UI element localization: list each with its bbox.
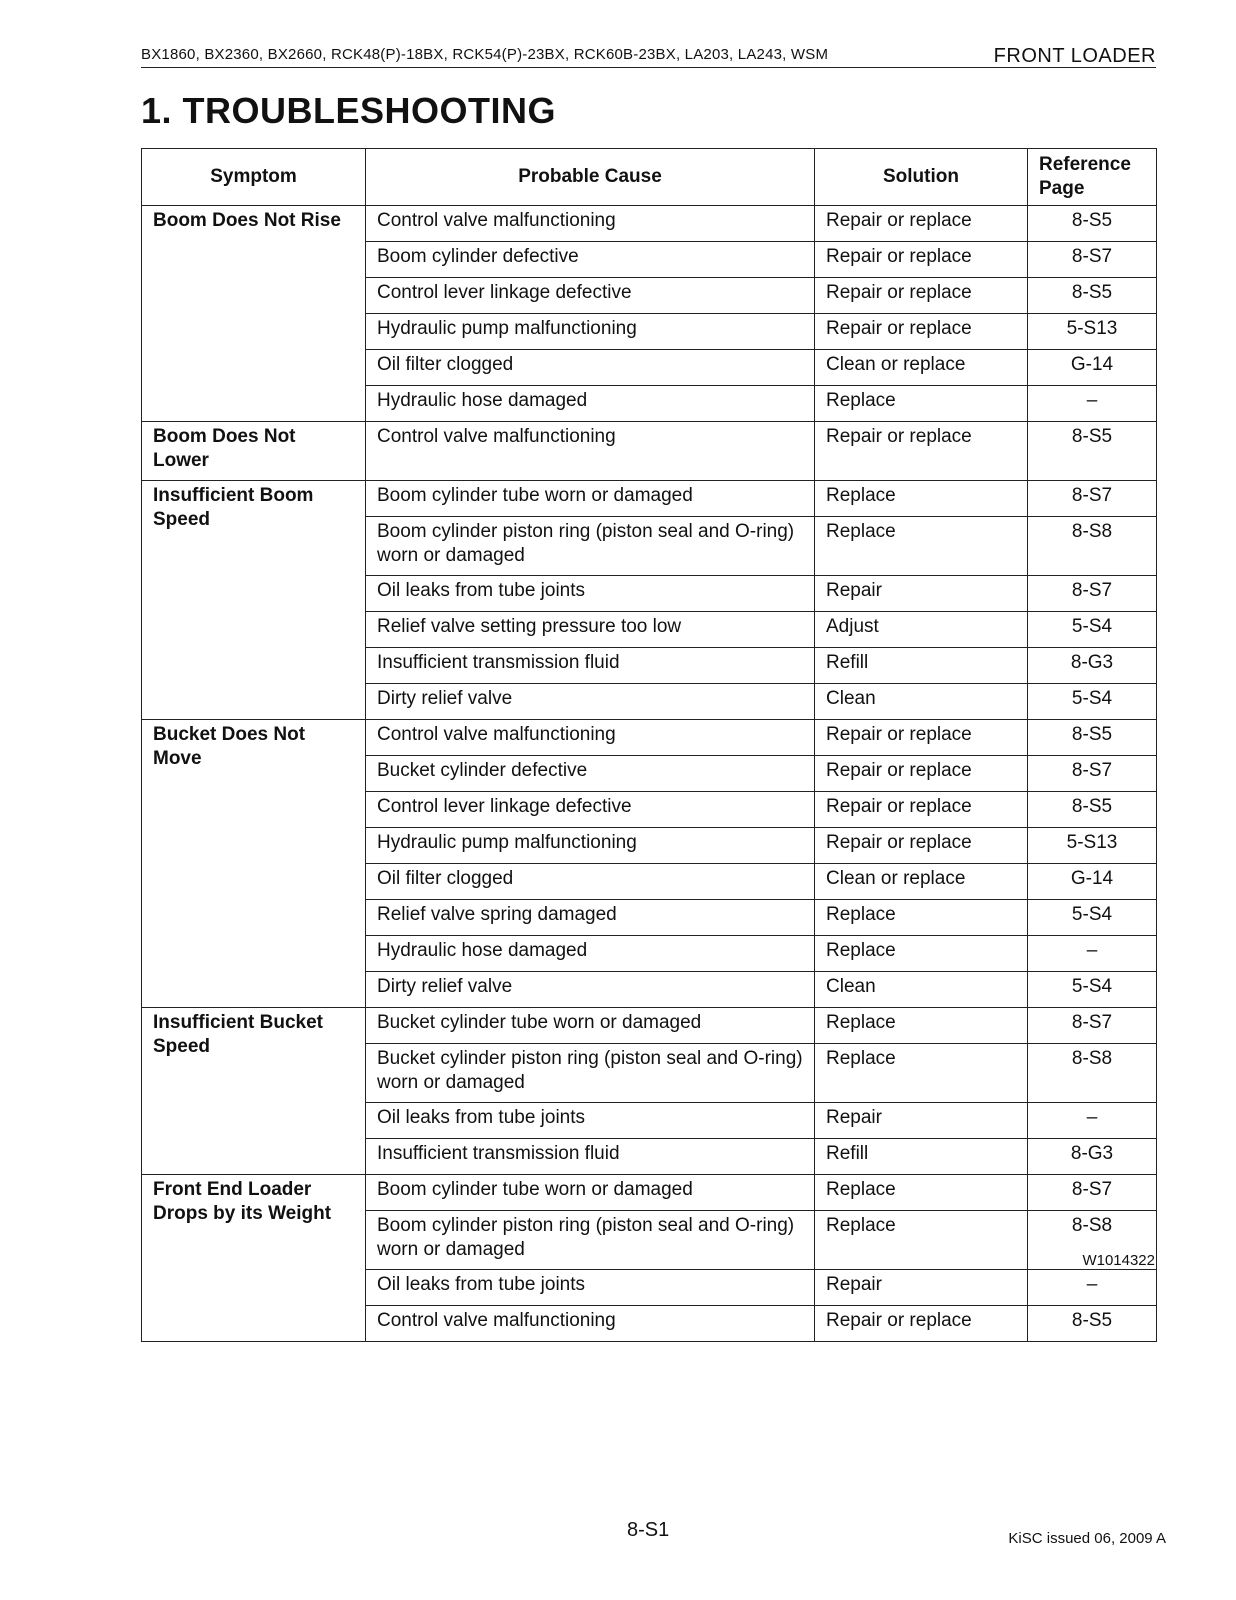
- cause-cell: Boom cylinder piston ring (piston seal and O-ring) worn or damaged: [366, 517, 815, 576]
- cause-cell: Control lever linkage defective: [366, 792, 815, 828]
- solution-cell: Replace: [815, 1175, 1028, 1211]
- solution-cell: Replace: [815, 1044, 1028, 1103]
- table-header-row: [142, 149, 1157, 206]
- symptom-cell: Boom Does Not Rise: [142, 206, 366, 422]
- cause-cell: Insufficient transmission fluid: [366, 1139, 815, 1175]
- cause-cell: Hydraulic hose damaged: [366, 936, 815, 972]
- table-row: [142, 481, 1157, 517]
- document-code: W1014322: [1082, 1252, 1155, 1269]
- table-row: [142, 1175, 1157, 1211]
- cause-cell: Hydraulic pump malfunctioning: [366, 314, 815, 350]
- reference-cell: 5-S13: [1028, 314, 1157, 350]
- solution-cell: Replace: [815, 900, 1028, 936]
- reference-cell: 8-S7: [1028, 756, 1157, 792]
- solution-cell: Repair or replace: [815, 828, 1028, 864]
- cause-cell: Boom cylinder tube worn or damaged: [366, 481, 815, 517]
- solution-cell: Replace: [815, 517, 1028, 576]
- solution-cell: Clean: [815, 684, 1028, 720]
- cause-cell: Boom cylinder piston ring (piston seal and O-ring) worn or damaged: [366, 1211, 815, 1270]
- column-header-cause: Probable Cause: [366, 149, 815, 206]
- solution-cell: Clean or replace: [815, 864, 1028, 900]
- cause-cell: Control valve malfunctioning: [366, 206, 815, 242]
- solution-cell: Replace: [815, 386, 1028, 422]
- issue-note: KiSC issued 06, 2009 A: [1008, 1530, 1166, 1547]
- cause-cell: Relief valve setting pressure too low: [366, 612, 815, 648]
- reference-cell: G-14: [1028, 350, 1157, 386]
- symptom-cell: Insufficient Bucket Speed: [142, 1008, 366, 1175]
- reference-cell: 8-S7: [1028, 242, 1157, 278]
- reference-cell: –: [1028, 1103, 1157, 1139]
- cause-cell: Oil leaks from tube joints: [366, 576, 815, 612]
- symptom-cell: Bucket Does Not Move: [142, 720, 366, 1008]
- table-row: [142, 1008, 1157, 1044]
- table-row: [142, 720, 1157, 756]
- header-rule: [141, 67, 1156, 68]
- solution-cell: Repair or replace: [815, 422, 1028, 481]
- symptom-cell: Front End Loader Drops by its Weight: [142, 1175, 366, 1342]
- cause-cell: Oil filter clogged: [366, 350, 815, 386]
- cause-cell: Oil leaks from tube joints: [366, 1103, 815, 1139]
- reference-cell: –: [1028, 936, 1157, 972]
- table-row: [142, 422, 1157, 481]
- cause-cell: Hydraulic pump malfunctioning: [366, 828, 815, 864]
- solution-cell: Repair or replace: [815, 1306, 1028, 1342]
- solution-cell: Replace: [815, 481, 1028, 517]
- reference-cell: –: [1028, 386, 1157, 422]
- cause-cell: Hydraulic hose damaged: [366, 386, 815, 422]
- table-body: [142, 206, 1157, 1342]
- solution-cell: Repair: [815, 1103, 1028, 1139]
- cause-cell: Control valve malfunctioning: [366, 422, 815, 481]
- cause-cell: Relief valve spring damaged: [366, 900, 815, 936]
- reference-cell: 5-S13: [1028, 828, 1157, 864]
- cause-cell: Control lever linkage defective: [366, 278, 815, 314]
- reference-cell: 8-S8: [1028, 1044, 1157, 1103]
- reference-cell: 8-S5: [1028, 206, 1157, 242]
- cause-cell: Bucket cylinder defective: [366, 756, 815, 792]
- cause-cell: Boom cylinder defective: [366, 242, 815, 278]
- solution-cell: Replace: [815, 1008, 1028, 1044]
- solution-cell: Replace: [815, 936, 1028, 972]
- cause-cell: Bucket cylinder piston ring (piston seal and O-ring) worn or damaged: [366, 1044, 815, 1103]
- header-section: FRONT LOADER: [993, 45, 1156, 67]
- table-row: [142, 206, 1157, 242]
- cause-cell: Control valve malfunctioning: [366, 1306, 815, 1342]
- reference-cell: 8-S5: [1028, 792, 1157, 828]
- solution-cell: Repair or replace: [815, 720, 1028, 756]
- cause-cell: Dirty relief valve: [366, 684, 815, 720]
- column-header-solution: Solution: [815, 149, 1028, 206]
- solution-cell: Repair or replace: [815, 792, 1028, 828]
- reference-cell: 8-S5: [1028, 1306, 1157, 1342]
- solution-cell: Repair or replace: [815, 278, 1028, 314]
- solution-cell: Repair or replace: [815, 242, 1028, 278]
- reference-cell: 8-G3: [1028, 1139, 1157, 1175]
- cause-cell: Oil filter clogged: [366, 864, 815, 900]
- symptom-cell: Insufficient Boom Speed: [142, 481, 366, 720]
- reference-cell: 5-S4: [1028, 684, 1157, 720]
- solution-cell: Repair: [815, 1270, 1028, 1306]
- solution-cell: Repair or replace: [815, 206, 1028, 242]
- reference-cell: 8-S5: [1028, 720, 1157, 756]
- reference-cell: 5-S4: [1028, 612, 1157, 648]
- reference-cell: –: [1028, 1270, 1157, 1306]
- troubleshooting-table: [141, 148, 1157, 1342]
- solution-cell: Repair or replace: [815, 314, 1028, 350]
- reference-cell: 8-S5: [1028, 422, 1157, 481]
- reference-cell: 8-S7: [1028, 481, 1157, 517]
- reference-cell: 8-S8: [1028, 1211, 1157, 1270]
- cause-cell: Control valve malfunctioning: [366, 720, 815, 756]
- reference-cell: 5-S4: [1028, 972, 1157, 1008]
- column-header-reference: Reference Page: [1028, 149, 1157, 206]
- page-title: 1. TROUBLESHOOTING: [141, 90, 557, 131]
- solution-cell: Clean or replace: [815, 350, 1028, 386]
- solution-cell: Repair or replace: [815, 756, 1028, 792]
- reference-cell: 8-S7: [1028, 1175, 1157, 1211]
- cause-cell: Insufficient transmission fluid: [366, 648, 815, 684]
- solution-cell: Refill: [815, 648, 1028, 684]
- reference-cell: G-14: [1028, 864, 1157, 900]
- reference-cell: 8-S8: [1028, 517, 1157, 576]
- solution-cell: Adjust: [815, 612, 1028, 648]
- page-number: 8-S1: [627, 1519, 670, 1541]
- solution-cell: Repair: [815, 576, 1028, 612]
- reference-cell: 8-S5: [1028, 278, 1157, 314]
- solution-cell: Refill: [815, 1139, 1028, 1175]
- reference-cell: 8-S7: [1028, 1008, 1157, 1044]
- solution-cell: Replace: [815, 1211, 1028, 1270]
- reference-cell: 5-S4: [1028, 900, 1157, 936]
- cause-cell: Boom cylinder tube worn or damaged: [366, 1175, 815, 1211]
- column-header-symptom: Symptom: [142, 149, 366, 206]
- reference-cell: 8-S7: [1028, 576, 1157, 612]
- symptom-cell: Boom Does Not Lower: [142, 422, 366, 481]
- cause-cell: Dirty relief valve: [366, 972, 815, 1008]
- header-models: BX1860, BX2360, BX2660, RCK48(P)-18BX, RCK54(P)-23BX, RCK60B-23BX, LA203, LA243, WSM: [141, 46, 829, 63]
- cause-cell: Bucket cylinder tube worn or damaged: [366, 1008, 815, 1044]
- reference-cell: 8-G3: [1028, 648, 1157, 684]
- solution-cell: Clean: [815, 972, 1028, 1008]
- cause-cell: Oil leaks from tube joints: [366, 1270, 815, 1306]
